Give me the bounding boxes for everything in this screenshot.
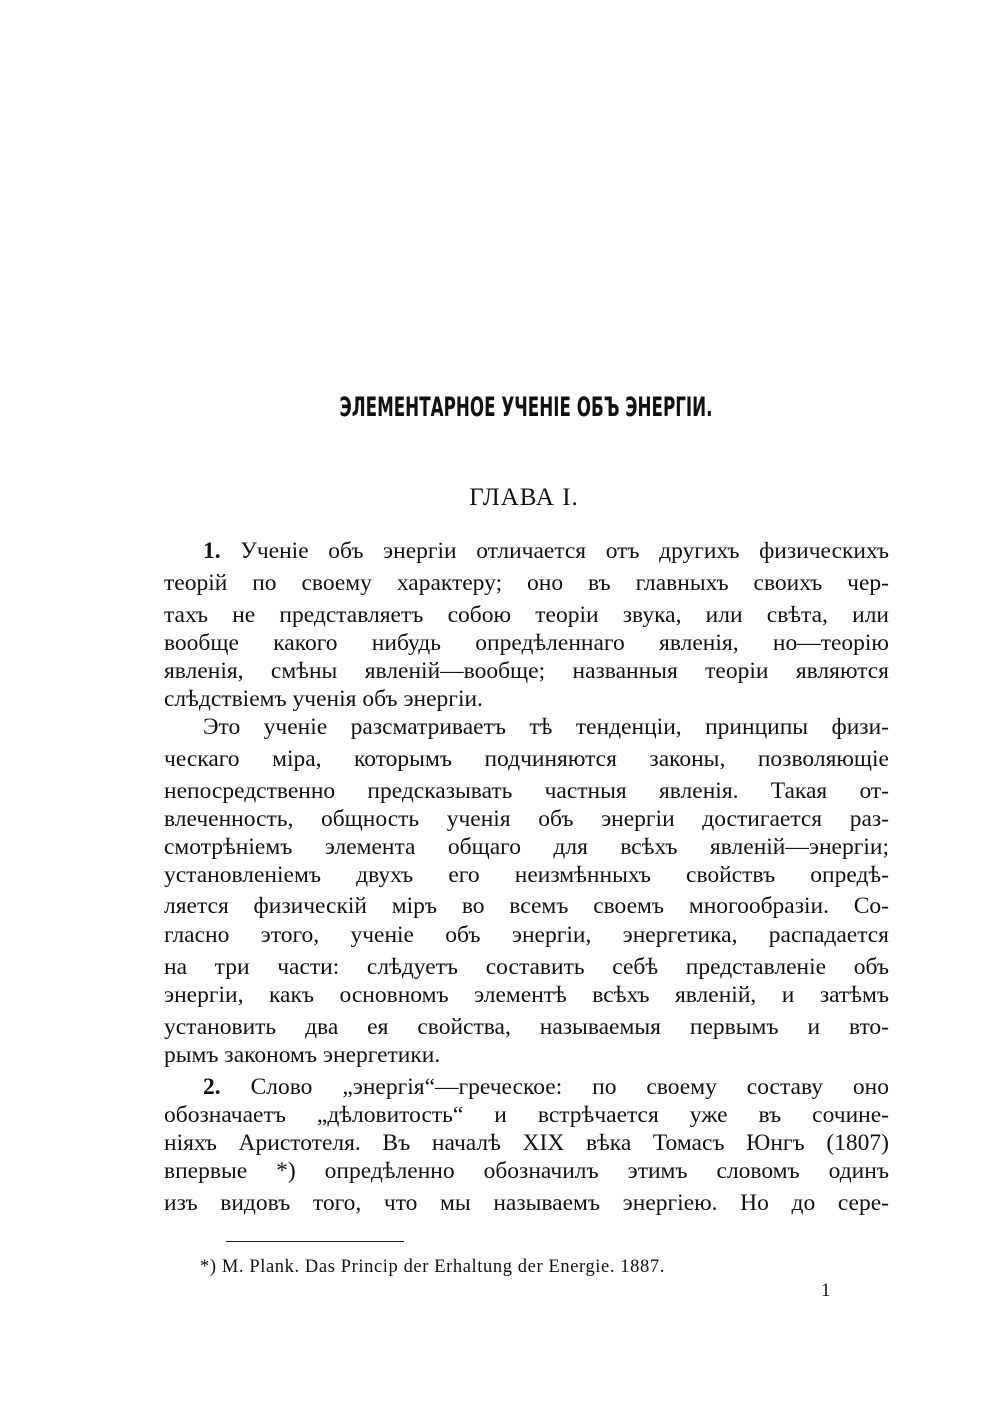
footnote: *) M. Plank. Das Princip der Erhaltung der Energie. 1887. — [200, 1257, 665, 1277]
paragraph-2-line-12: рымъ закономъ энергетики. — [164, 1042, 441, 1068]
paragraph-1-line-4: вообще какого нибудь опредѣленнаго явленія, но—теорію — [164, 630, 889, 656]
section-title: ЭЛЕМЕНТАРНОЕ УЧЕНІЕ ОБЪ ЭНЕРГІИ. — [339, 392, 713, 423]
paragraph-3-line-1: 2. Слово „энергія“—греческое: по своему составу оно — [203, 1074, 890, 1100]
paragraph-number: 1. — [203, 538, 221, 564]
paragraph-3-line-3: ніяхъ Аристотеля. Въ началѣ XIX вѣка Томасъ Юнгъ (1807) — [164, 1130, 889, 1156]
paragraph-2-line-1: Это ученіе разсматриваетъ тѣ тенденціи, принципы физи- — [203, 714, 889, 740]
paragraph-2-line-3: непосредственно предсказывать частныя явленія. Такая от- — [164, 778, 889, 804]
chapter-heading: ГЛАВА I. — [469, 484, 579, 511]
paragraph-2-line-11: установить два ея свойства, называемыя первымъ и вто- — [164, 1014, 889, 1040]
footnote-divider — [226, 1241, 404, 1242]
paragraph-1-line-6: слѣдствіемъ ученія объ энергіи. — [164, 686, 483, 712]
paragraph-2-line-8: гласно этого, ученіе объ энергіи, энергетика, распадается — [164, 922, 889, 948]
paragraph-1-line-5: явленія, смѣны явленій—вообще; названныя теоріи являются — [164, 658, 889, 684]
paragraph-3-line-5: изъ видовъ того, что мы называемъ энергіею. Но до сере- — [164, 1190, 889, 1216]
paragraph-2-line-2: ческаго міра, которымъ подчиняются законы, позволяющіе — [164, 746, 889, 772]
paragraph-2-line-10: энергіи, какъ основномъ элементѣ всѣхъ явленій, и затѣмъ — [164, 982, 889, 1008]
paragraph-2-line-9: на три части: слѣдуетъ составить себѣ представленіе объ — [164, 954, 889, 980]
page-number: 1 — [821, 1280, 831, 1301]
paragraph-3-line-4: впервые *) опредѣленно обозначилъ этимъ словомъ одинъ — [164, 1158, 889, 1184]
paragraph-number: 2. — [203, 1074, 221, 1100]
paragraph-1-line-3: тахъ не представляетъ собою теоріи звука, или свѣта, или — [164, 602, 889, 628]
paragraph-2-line-6: установленіемъ двухъ его неизмѣнныхъ свойствъ опредѣ- — [164, 862, 889, 888]
paragraph-3-line-2: обозначаетъ „дѣловитость“ и встрѣчается уже въ сочине- — [164, 1102, 889, 1128]
paragraph-2-line-7: ляется физическій міръ во всемъ своемъ многообразіи. Со- — [164, 893, 889, 919]
paragraph-1-line-1: 1. Ученіе объ энергіи отличается отъ другихъ физическихъ — [203, 538, 890, 564]
paragraph-2-line-5: смотрѣніемъ элемента общаго для всѣхъ явленій—энергіи; — [164, 834, 889, 860]
paragraph-1-line-2: теорій по своему характеру; оно въ главныхъ своихъ чер- — [164, 570, 889, 596]
paragraph-2-line-4: влеченность, общность ученія объ энергіи достигается раз- — [164, 806, 889, 832]
